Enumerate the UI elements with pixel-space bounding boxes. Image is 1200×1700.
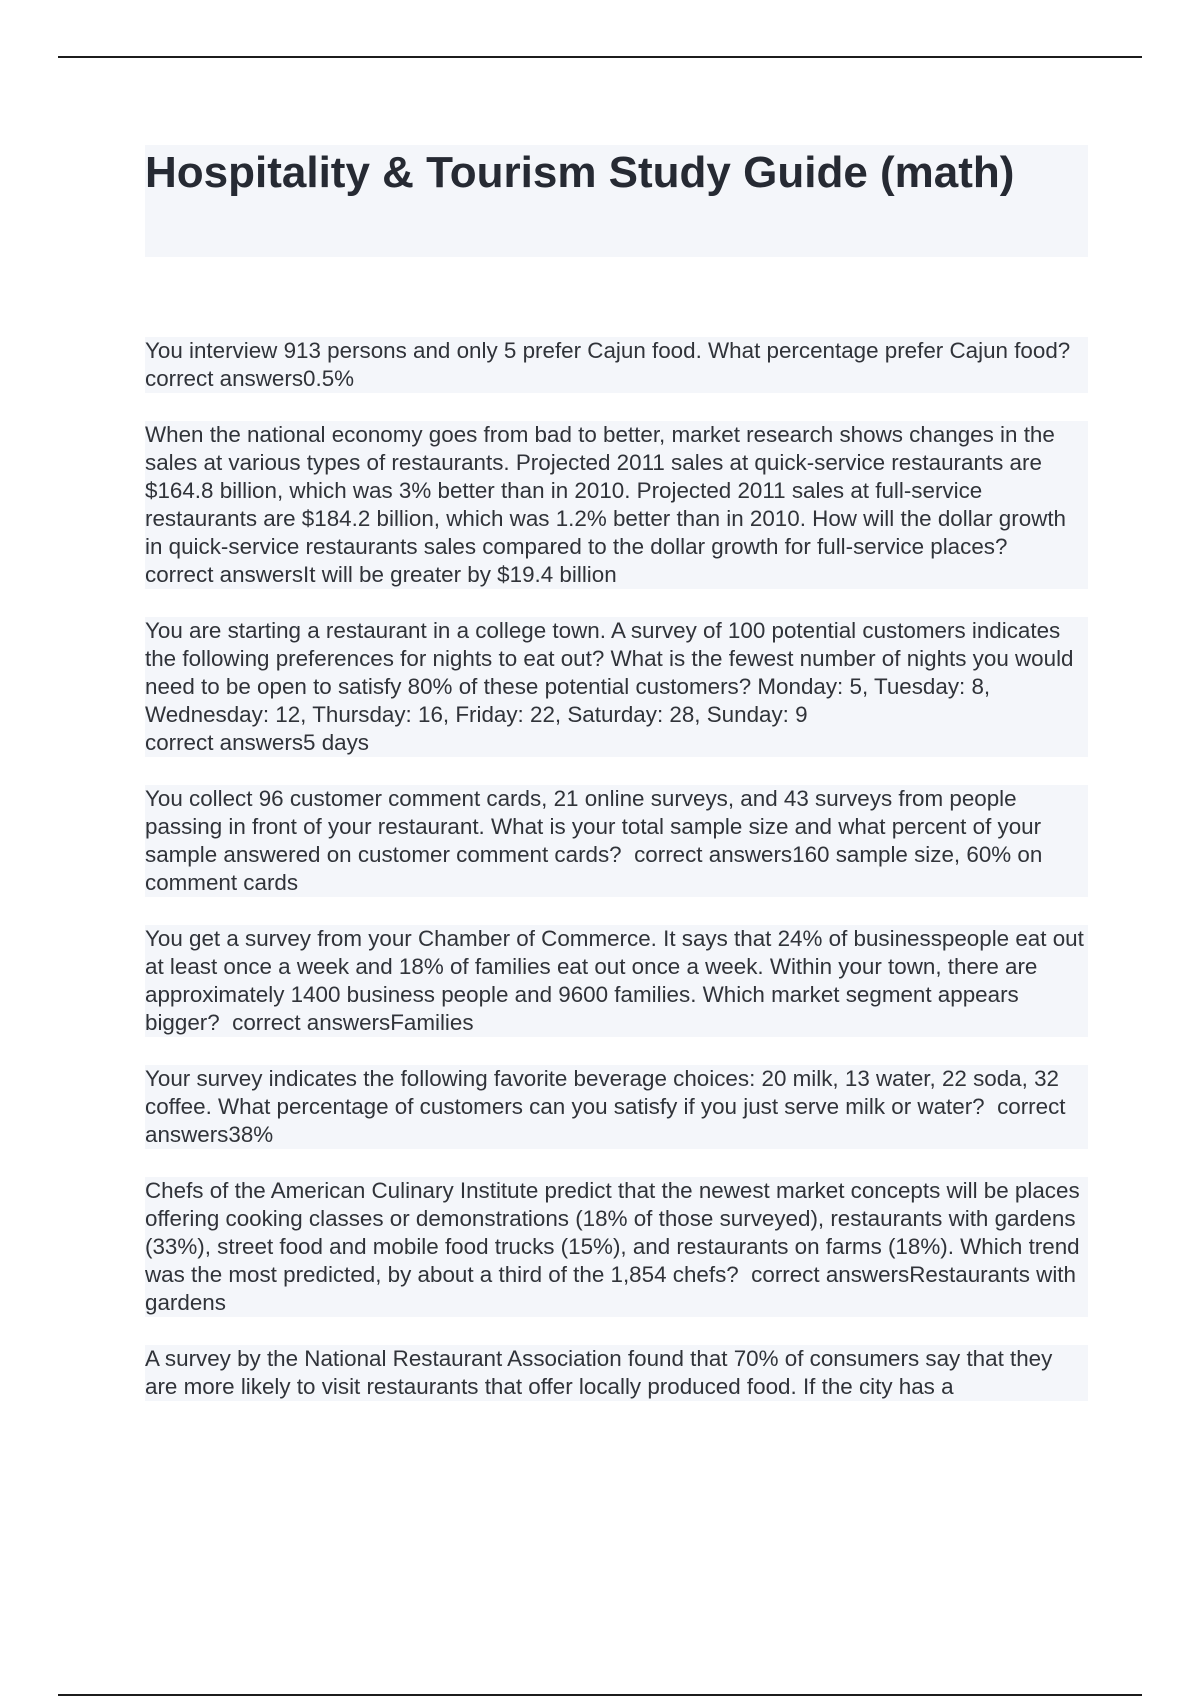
answer-label: correct answers bbox=[145, 730, 304, 755]
question-text: You get a survey from your Chamber of Commerce. It says that 24% of businesspeople eat out at least once a week and 18% of families eat out once a week. Within your town, there are approximately 1400 business people and 9600 families. Which market segment appears bigger? bbox=[145, 926, 1084, 1035]
qa-item bbox=[145, 785, 1088, 897]
answer-label: correct answers bbox=[232, 1010, 391, 1035]
question-text: Your survey indicates the following favorite beverage choices: 20 milk, 13 water, 22 soda, 32 coffee. What percentage of customers can you satisfy if you just serve milk or water? bbox=[145, 1066, 1059, 1119]
title-block bbox=[145, 145, 1088, 257]
qa-item bbox=[145, 1177, 1088, 1317]
bottom-rule bbox=[58, 1694, 1142, 1696]
answer-text: 5 days bbox=[303, 730, 370, 755]
question-text: You are starting a restaurant in a college town. A survey of 100 potential customers indicates the following preferences for nights to eat out? What is the fewest number of nights you would need to be open to satisfy 80% of these potential customers? Monday: 5, Tuesday: 8, Wednesday: 12, Thursday: 16, Friday: 22, Saturday: 28, Sunday: 9 bbox=[145, 618, 1074, 727]
qa-item bbox=[145, 1345, 1088, 1401]
answer-text: Families bbox=[390, 1010, 474, 1035]
answer-label: correct answers bbox=[145, 366, 304, 391]
qa-item bbox=[145, 1065, 1088, 1149]
answer-label: correct answers bbox=[751, 1262, 910, 1287]
question-text: When the national economy goes from bad to better, market research shows changes in the sales at various types of restaurants. Projected 2011 sales at quick-service restaurants are $164.8 billion, which was 3% better than in 2010. Projected 2011 sales at full-service restaurants are $184.2 billion, which was 1.2% better than in 2010. How will the dollar growth in quick-service restaurants sales compared to the dollar growth for full-service places? bbox=[145, 422, 1067, 559]
qa-item bbox=[145, 421, 1088, 589]
qa-item bbox=[145, 617, 1088, 757]
question-text: You collect 96 customer comment cards, 21 online surveys, and 43 surveys from people passing in front of your restaurant. What is your total sample size and what percent of your sample answered on customer comment cards? bbox=[145, 786, 1042, 867]
answer-label: correct answers bbox=[634, 842, 793, 867]
answer-text: It will be greater by $19.4 billion bbox=[303, 562, 617, 587]
answer-text: 38% bbox=[228, 1122, 274, 1147]
qa-list bbox=[145, 337, 1088, 1429]
answer-text: Restaurants with gardens bbox=[145, 1262, 1076, 1315]
question-text: Chefs of the American Culinary Institute predict that the newest market concepts will be places offering cooking classes or demonstrations (18% of those surveyed), restaurants with gardens (33%), street food and mobile food trucks (15%), and restaurants on farms (18%). Which trend was the most predicted, by about a third of the 1,854 chefs? bbox=[145, 1178, 1080, 1287]
qa-item bbox=[145, 337, 1088, 393]
qa-item bbox=[145, 925, 1088, 1037]
question-text: A survey by the National Restaurant Association found that 70% of consumers say that they are more likely to visit restaurants that offer locally produced food. If the city has a bbox=[145, 1346, 1053, 1399]
answer-label: correct answers bbox=[145, 1094, 1066, 1147]
answer-label: correct answers bbox=[145, 562, 304, 587]
answer-text: 160 sample size, 60% on comment cards bbox=[145, 842, 1043, 895]
top-rule bbox=[58, 56, 1142, 58]
question-text: You interview 913 persons and only 5 prefer Cajun food. What percentage prefer Cajun food? bbox=[145, 338, 1071, 363]
page-title: Hospitality & Tourism Study Guide (math) bbox=[145, 148, 1015, 197]
answer-text: 0.5% bbox=[303, 366, 355, 391]
